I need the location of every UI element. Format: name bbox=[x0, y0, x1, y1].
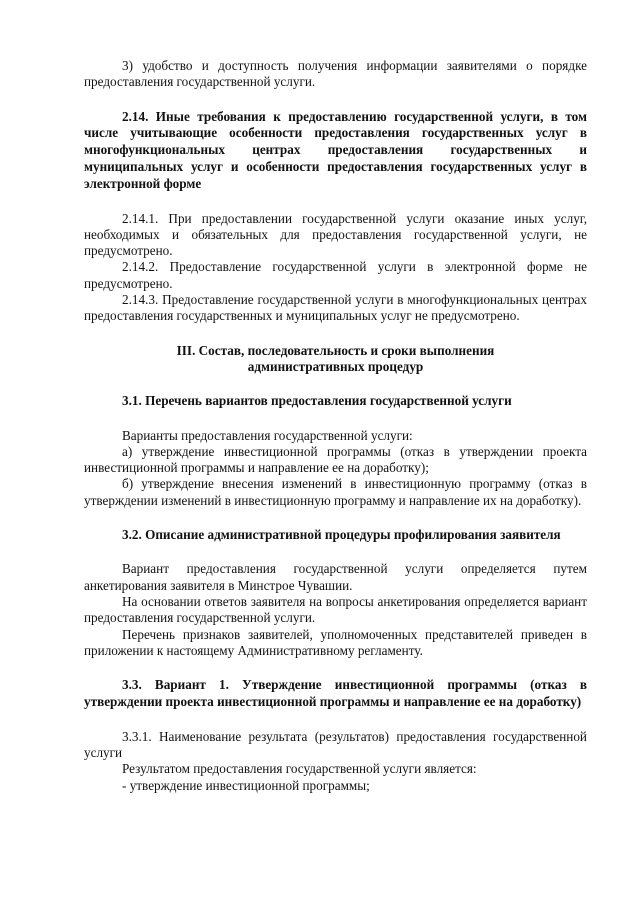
section-heading-3-1: 3.1. Перечень вариантов предоставления государственной услуги bbox=[122, 393, 512, 409]
paragraph-2-14-1: 2.14.1. При предоставлении государственной услуги оказание иных услуг, необходимых и обязательных для предоставления государственной услуги, не предусмотрено. bbox=[84, 210, 587, 259]
section-heading-3-2: 3.2. Описание административной процедуры профилирования заявителя bbox=[122, 527, 561, 543]
paragraph-2-14-3: 2.14.3. Предоставление государственной услуги в многофункциональных центрах предоставления государственных и муниципальных услуг не предусмотрено. bbox=[84, 292, 587, 324]
paragraph-3-2-2: На основании ответов заявителя на вопросы анкетирования определяется вариант предоставления государственной услуги. bbox=[84, 593, 587, 626]
paragraph-3-2-3: Перечень признаков заявителей, уполномоченных представителей приведен в приложении к настоящему Административному регламенту. bbox=[84, 626, 587, 658]
paragraph-2-14-2: 2.14.2. Предоставление государственной услуги в электронной форме не предусмотрено. bbox=[84, 259, 587, 291]
paragraph-3-2-1: Вариант предоставления государственной услуги определяется путем анкетирования заявителя в Минстрое Чувашии. bbox=[84, 561, 587, 593]
chapter-heading-line-1: III. Состав, последовательность и сроки выполнения bbox=[176, 342, 495, 358]
chapter-heading-line-2: административных процедур bbox=[247, 358, 424, 374]
paragraph-3-1-a: а) утверждение инвестиционной программы (отказ в утверждении проекта инвестиционной программы и направление ее на доработку); bbox=[84, 443, 587, 476]
paragraph-3-1-intro: Варианты предоставления государственной услуги: bbox=[122, 427, 413, 443]
paragraph-3-3-1: 3.3.1. Наименование результата (результатов) предоставления государственной услуги bbox=[84, 728, 587, 760]
section-heading-3-3: 3.3. Вариант 1. Утверждение инвестиционной программы (отказ в утверждении проекта инвестиционной программы и направление ее на доработку) bbox=[84, 677, 587, 709]
paragraph-item-3: 3) удобство и доступность получения информации заявителями о порядке предоставления государственной услуги. bbox=[84, 58, 587, 90]
paragraph-3-1-b: б) утверждение внесения изменений в инвестиционную программу (отказ в утверждении изменений в инвестиционную программу и направление их на доработку). bbox=[84, 476, 587, 508]
section-heading-2-14: 2.14. Иные требования к предоставлению государственной услуги, в том числе учитывающие особенности предоставления государственных услуг в многофункциональных центрах предоставления государственных и муниципальных услуг и особенности предоставления государственных услуг в электронной форме bbox=[84, 108, 587, 191]
document-page bbox=[84, 58, 587, 794]
paragraph-3-3-1-b: - утверждение инвестиционной программы; bbox=[122, 777, 370, 793]
paragraph-3-3-1-a: Результатом предоставления государственной услуги является: bbox=[122, 761, 477, 777]
